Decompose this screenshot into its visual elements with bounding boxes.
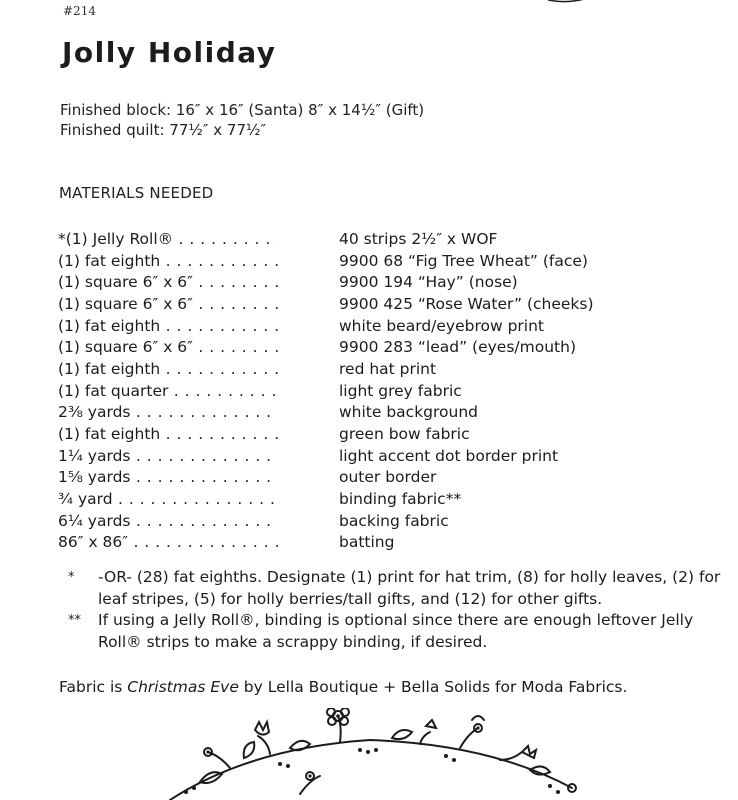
material-qty: (1) square 6″ x 6″ . . . [58, 338, 278, 356]
pattern-number: #214 [63, 4, 96, 18]
material-desc: light accent dot border print [339, 446, 559, 465]
material-row [58, 532, 678, 554]
material-row [58, 423, 678, 445]
material-row [58, 445, 678, 467]
material-desc: outer border [339, 468, 437, 487]
material-row [58, 358, 678, 380]
footnotes [62, 567, 722, 653]
collection-name: Christmas Eve [127, 678, 239, 696]
material-row [58, 271, 678, 293]
material-desc: light grey fabric [339, 381, 462, 400]
footnote [62, 610, 722, 653]
material-qty: ¾ yard . . . [58, 490, 278, 508]
materials-heading: MATERIALS NEEDED [59, 184, 214, 202]
finished-sizes [60, 100, 424, 140]
material-desc: green bow fabric [339, 425, 470, 444]
fabric-credit-prefix: Fabric is [59, 678, 128, 696]
material-row [58, 380, 678, 402]
finished-block: Finished block: 16″ x 16″ (Santa) 8″ x 14½″ (Gift) [60, 101, 425, 119]
material-qty: 2⅜ yards . . . [58, 403, 278, 421]
material-desc: 9900 68 “Fig Tree Wheat” (face) [339, 251, 588, 270]
material-qty: (1) fat eighth . . . [58, 360, 278, 378]
material-qty: 86″ x 86″ . . . [58, 533, 278, 551]
material-qty: (1) fat eighth . . . [58, 252, 278, 270]
material-row [58, 336, 678, 358]
footnote-mark: * [68, 570, 75, 585]
footnote [62, 567, 722, 610]
material-desc: red hat print [339, 359, 437, 378]
material-row [58, 315, 678, 337]
material-desc: white beard/eyebrow print [339, 316, 545, 335]
material-row [58, 488, 678, 510]
material-qty: (1) fat eighth . . . [58, 317, 278, 335]
material-qty: (1) fat eighth . . . [58, 425, 278, 443]
material-desc: 9900 425 “Rose Water” (cheeks) [339, 294, 594, 313]
material-row [58, 402, 678, 424]
fabric-credit [59, 678, 627, 696]
finished-quilt: Finished quilt: 77½″ x 77½″ [60, 121, 267, 139]
material-row [58, 228, 678, 250]
footnote-text: -OR- (28) fat eighths. Designate (1) print for hat trim, (8) for holly leaves, (2) for leaf stripes, (5) for holly berries/tall gifts, and (12) for other gifts. [98, 568, 721, 608]
material-qty: 1⅝ yards . . . [58, 468, 278, 486]
material-desc: 9900 194 “Hay” (nose) [339, 273, 518, 292]
material-qty: (1) square 6″ x 6″ . . . [58, 295, 278, 313]
material-row [58, 510, 678, 532]
material-desc: 9900 283 “lead” (eyes/mouth) [339, 338, 576, 357]
material-desc: batting [339, 533, 395, 552]
material-desc: backing fabric [339, 511, 449, 530]
material-row [58, 467, 678, 489]
material-qty: 6¼ yards . . . [58, 512, 278, 530]
materials-list [58, 228, 678, 553]
material-qty: (1) square 6″ x 6″ . . . [58, 273, 278, 291]
material-desc: binding fabric** [339, 490, 462, 509]
material-desc: 40 strips 2½″ x WOF [339, 229, 498, 248]
floral-vine-illustration [160, 708, 580, 800]
material-row [58, 250, 678, 272]
top-decoration-icon [548, 0, 608, 6]
material-qty: *(1) Jelly Roll® . . . [58, 230, 278, 248]
fabric-credit-suffix: by Lella Boutique + Bella Solids for Moda Fabrics. [238, 678, 628, 696]
material-qty: 1¼ yards . . . [58, 447, 278, 465]
material-row [58, 293, 678, 315]
material-qty: (1) fat quarter . . . [58, 382, 278, 400]
page-title: Jolly Holiday [62, 36, 277, 69]
footnote-mark: ** [68, 613, 81, 628]
material-desc: white background [339, 403, 479, 422]
footnote-text: If using a Jelly Roll®, binding is optional since there are enough leftover Jelly Roll® strips to make a scrappy binding, if desired. [98, 611, 694, 651]
